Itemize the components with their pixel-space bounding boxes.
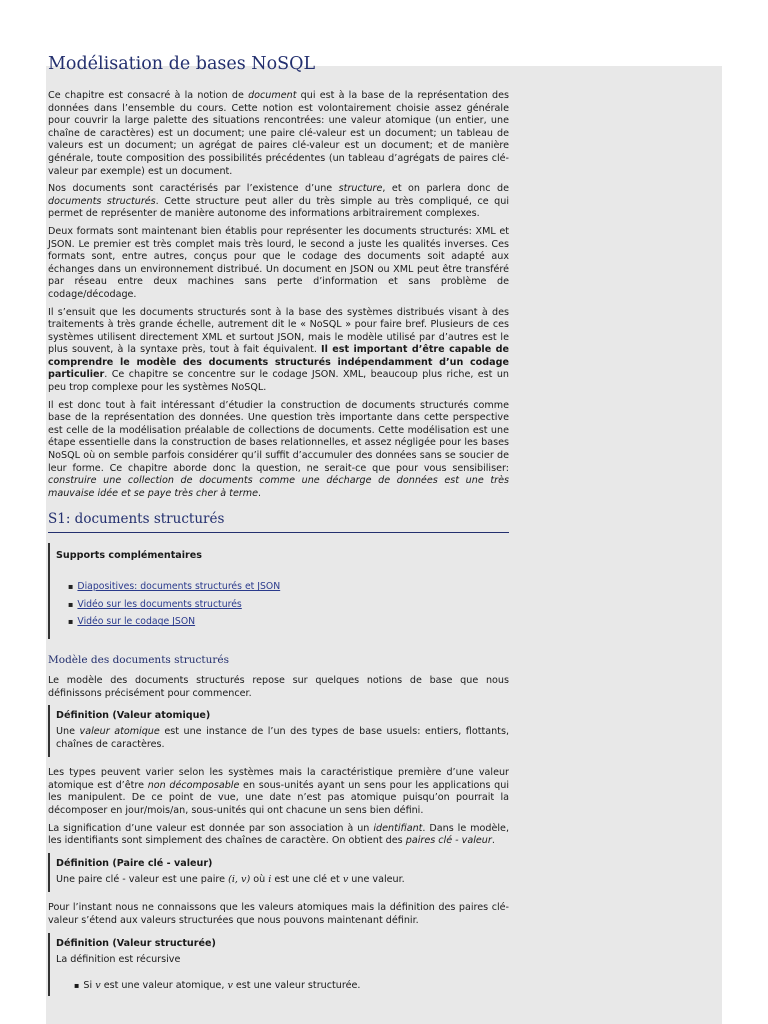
- definition-key-value-pair: [48, 853, 509, 893]
- intro-paragraph-2: Nos documents sont caractérisés par l’existence d’une structure, et on parlera donc de documents structurés. Cette structure peut aller du très simple au très compliqué, ce qui permet de représenter de manière autonome des informations arbitrairement complexes.: [48, 183, 510, 220]
- intro-paragraph-1: Ce chapitre est consacré à la notion de document qui est à la base de la représentation des données dans l’ensemble du cours. Cette notion est volontairement choisie assez générale pour couvrir la large palette des situations rencontrées: une valeur atomique (un entier, une chaîne de caractères) est un document; une paire clé-valeur est un document; un tableau de valeurs est un document; un agrégat de paires clé-valeur est un document; et de manière générale, toute composition des possibilités précédentes (un tableau d’agrégats de paires clé-valeur par exemple) est un document.: [48, 90, 509, 177]
- video-documents-link[interactable]: Vidéo sur les documents structurés: [77, 598, 242, 610]
- list-item: [68, 578, 509, 596]
- definition-text: La définition est récursive: [56, 953, 181, 965]
- pairs-paragraph: Pour l’instant nous ne connaissons que les valeurs atomiques mais la définition des paires clé-valeur s’étend aux valeurs structurées que nous pouvons maintenant définir.: [48, 902, 509, 927]
- document-content: [48, 52, 509, 1002]
- definition-structured-value: [48, 933, 509, 997]
- list-item: [68, 613, 509, 631]
- intro-paragraph-5: Il est donc tout à fait intéressant d’étudier la construction de documents structurés comme base de la représentation des données. Une question très importante dans cette perspective est celle de la modélisation préalable de collections de documents. Cette modélisation est une étape essentielle dans la construction de bases relationnelles, et assez négligée pour les bases NoSQL où on semble parfois considérer qu’il suffit d’accumuler des données sans se soucier de leur forme. Ce chapitre aborde donc la question, ne serait-ce que pour vous sensibiliser: construire une collection de documents comme une décharge de données est une très mauvaise idée et se paye très cher à terme.: [48, 399, 509, 499]
- definition-text: Une valeur atomique est une instance de l’un des types de base usuels: entiers, flottants, chaînes de caractères.: [56, 726, 509, 750]
- list-item: ▪ Si v est une valeur atomique, v est une valeur structurée.: [74, 980, 509, 992]
- video-json-link[interactable]: Vidéo sur le codage JSON: [77, 616, 196, 628]
- supports-link-list: [68, 578, 509, 631]
- definition-atomic-value: [48, 705, 509, 757]
- definition-title: Définition (Paire clé - valeur): [56, 857, 213, 869]
- section-heading: S1: documents structurés: [48, 510, 509, 533]
- definition-list: [74, 980, 509, 992]
- definition-text: Une paire clé - valeur est une paire (i, v) où i est une clé et v une valeur.: [56, 873, 405, 885]
- supports-box: [48, 543, 509, 639]
- types-paragraph: Les types peuvent varier selon les systèmes mais la caractéristique première d’une valeur atomique est d’être non décomposable en sous-unités ayant un sens pour les applications qui les manipulent. De ce point de vue, une date n’est pas atomique puisqu’on pourrait la décomposer en jour/mois/an, sous-unités qui ont chacune un sens bien défini.: [48, 767, 509, 817]
- slides-link[interactable]: Diapositives: documents structurés et JSON: [77, 581, 281, 593]
- intro-paragraph-4: Il s’ensuit que les documents structurés sont à la base des systèmes distribués visant à des traitements à très grande échelle, autrement dit le « NoSQL » pour faire bref. Plusieurs de ces systèmes utilisent directement XML et surtout JSON, mais le modèle utilisé par d’autres est le plus souvent, à la syntaxe près, tout à fait équivalent. Il est important d’être capable de comprendre le modèle des documents structurés indépendamment d’un codage particulier. Ce chapitre se concentre sur le codage JSON. XML, beaucoup plus riche, est un peu trop complexe pour les systèmes NoSQL.: [48, 306, 510, 394]
- definition-title: Définition (Valeur structurée): [56, 937, 216, 949]
- page-title: Modélisation de bases NoSQL: [48, 54, 316, 74]
- definition-title: Définition (Valeur atomique): [56, 710, 211, 722]
- model-paragraph: Le modèle des documents structurés repose sur quelques notions de base que nous définissons précisément pour commencer.: [48, 674, 509, 699]
- list-item: [68, 596, 509, 614]
- signification-paragraph: La signification d’une valeur est donnée par son association à un identifiant. Dans le modèle, les identifiants sont simplement des chaînes de caractère. On obtient des paires clé - valeur.: [48, 822, 510, 847]
- subsection-heading: Modèle des documents structurés: [48, 653, 230, 666]
- intro-paragraph-3: Deux formats sont maintenant bien établis pour représenter les documents structurés: XML et JSON. Le premier est très complet mais très lourd, le second a juste les qualités inverses. Ces formats sont, entre autres, conçus pour que le codage des documents soit adapté aux échanges dans un environnement distribué. Un document en JSON ou XML peut être transféré par réseau entre deux machines sans perte d’information et sans problème de codage/décodage.: [48, 225, 509, 300]
- supports-title: Supports complémentaires: [56, 550, 203, 562]
